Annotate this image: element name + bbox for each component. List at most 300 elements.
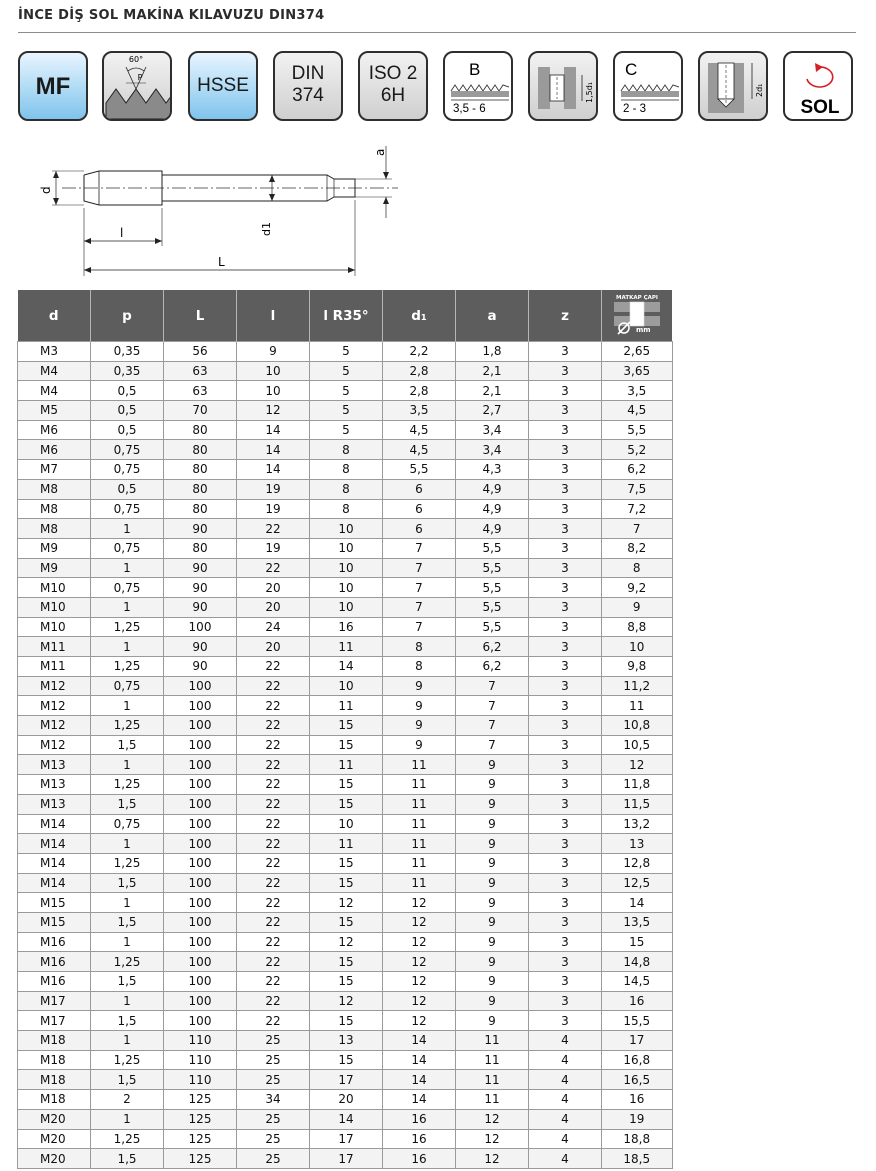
table-row	[18, 420, 673, 440]
spec-table	[17, 290, 673, 1169]
table-cell: 9	[456, 834, 529, 854]
table-cell: 100	[164, 1011, 237, 1031]
table-cell: 15	[310, 853, 383, 873]
table-cell: 5,5	[456, 578, 529, 598]
table-cell: 63	[164, 361, 237, 381]
table-cell: 3	[529, 716, 602, 736]
table-row	[18, 912, 673, 932]
table-cell: 1	[91, 1109, 164, 1129]
table-cell: 3,65	[602, 361, 673, 381]
table-cell: 19	[602, 1109, 673, 1129]
table-cell: 3	[529, 558, 602, 578]
table-cell: 80	[164, 460, 237, 480]
table-cell: 14	[237, 440, 310, 460]
table-cell: 17	[602, 1031, 673, 1051]
table-cell: M13	[18, 755, 91, 775]
table-cell: 13	[310, 1031, 383, 1051]
table-cell: 3	[529, 696, 602, 716]
table-cell: 10	[310, 597, 383, 617]
table-cell: 1,5	[91, 735, 164, 755]
table-cell: 12,5	[602, 873, 673, 893]
table-cell: 4,9	[456, 499, 529, 519]
table-cell: 56	[164, 342, 237, 362]
table-cell: 3	[529, 381, 602, 401]
table-row	[18, 735, 673, 755]
table-cell: 0,35	[91, 361, 164, 381]
col-header-d1: d₁	[383, 290, 456, 342]
table-cell: 100	[164, 696, 237, 716]
table-cell: 3	[529, 755, 602, 775]
table-cell: 2,1	[456, 361, 529, 381]
table-cell: 12	[456, 1129, 529, 1149]
table-cell: 3	[529, 972, 602, 992]
table-cell: 4,9	[456, 479, 529, 499]
table-cell: M18	[18, 1090, 91, 1110]
table-cell: 7	[383, 617, 456, 637]
table-cell: 22	[237, 735, 310, 755]
table-cell: 12	[456, 1149, 529, 1169]
table-cell: M16	[18, 972, 91, 992]
table-cell: M8	[18, 519, 91, 539]
table-cell: 7	[602, 519, 673, 539]
table-cell: M15	[18, 893, 91, 913]
drill-unit-label: mm	[636, 326, 651, 334]
table-cell: 80	[164, 440, 237, 460]
chamfer-c-icon	[615, 53, 683, 121]
table-cell: 9	[456, 991, 529, 1011]
thread-angle-label: 60°	[128, 55, 144, 64]
label-L: L	[218, 255, 225, 269]
table-cell: 19	[237, 499, 310, 519]
table-cell: 16	[383, 1109, 456, 1129]
table-row	[18, 1149, 673, 1169]
table-cell: 9	[383, 696, 456, 716]
table-cell: 11	[310, 696, 383, 716]
table-cell: 8,2	[602, 538, 673, 558]
table-cell: 25	[237, 1149, 310, 1169]
table-cell: M12	[18, 696, 91, 716]
table-cell: 14	[310, 657, 383, 677]
table-cell: 4	[529, 1070, 602, 1090]
table-cell: 3,4	[456, 440, 529, 460]
table-cell: 15	[310, 775, 383, 795]
table-row	[18, 657, 673, 677]
table-header-row	[18, 290, 673, 342]
col-header-l-r35: l R35°	[310, 290, 383, 342]
table-cell: 100	[164, 716, 237, 736]
table-cell: 7	[456, 696, 529, 716]
table-row	[18, 991, 673, 1011]
table-cell: 100	[164, 873, 237, 893]
table-cell: 100	[164, 775, 237, 795]
table-cell: 3	[529, 342, 602, 362]
table-cell: 12	[383, 972, 456, 992]
table-cell: 7	[456, 716, 529, 736]
table-cell: 8	[310, 479, 383, 499]
col-header-drill	[602, 290, 673, 342]
table-cell: 5,5	[456, 538, 529, 558]
table-cell: 100	[164, 794, 237, 814]
table-cell: 11	[383, 873, 456, 893]
table-cell: 3	[529, 578, 602, 598]
table-cell: 2,8	[383, 381, 456, 401]
chamfer-b-icon	[445, 53, 513, 121]
table-row	[18, 637, 673, 657]
table-cell: M14	[18, 814, 91, 834]
table-cell: 17	[310, 1070, 383, 1090]
table-cell: 18,8	[602, 1129, 673, 1149]
form-b-letter: B	[469, 60, 481, 79]
table-cell: 10	[237, 381, 310, 401]
table-cell: 1,5	[91, 794, 164, 814]
table-row	[18, 519, 673, 539]
table-row	[18, 755, 673, 775]
table-cell: 2,8	[383, 361, 456, 381]
through-hole-depth-badge	[528, 51, 598, 121]
table-cell: 11	[456, 1070, 529, 1090]
table-cell: 0,5	[91, 420, 164, 440]
page-title: İNCE DİŞ SOL MAKİNA KILAVUZU DIN374	[18, 8, 325, 23]
table-cell: 25	[237, 1050, 310, 1070]
table-cell: 22	[237, 519, 310, 539]
table-row	[18, 834, 673, 854]
table-cell: 14	[237, 420, 310, 440]
chamfer-form-c-badge	[613, 51, 683, 121]
table-cell: 1	[91, 637, 164, 657]
table-row	[18, 440, 673, 460]
table-cell: 4,5	[602, 401, 673, 421]
table-cell: M7	[18, 460, 91, 480]
table-cell: M14	[18, 834, 91, 854]
table-cell: 3	[529, 1011, 602, 1031]
table-cell: 0,75	[91, 499, 164, 519]
depth-c-label: 2d₁	[755, 83, 764, 97]
din-badge: DIN 374	[273, 51, 343, 121]
table-cell: 100	[164, 814, 237, 834]
table-cell: 3	[529, 952, 602, 972]
table-cell: M16	[18, 952, 91, 972]
table-cell: 1,25	[91, 716, 164, 736]
table-cell: 3	[529, 460, 602, 480]
chamfer-form-b-badge	[443, 51, 513, 121]
table-cell: 4,5	[383, 420, 456, 440]
table-cell: 19	[237, 479, 310, 499]
table-cell: 3	[529, 794, 602, 814]
table-cell: 7	[383, 578, 456, 598]
table-cell: M14	[18, 853, 91, 873]
table-cell: 100	[164, 735, 237, 755]
table-cell: 1,5	[91, 1011, 164, 1031]
sol-label: SOL	[800, 97, 840, 118]
table-cell: 22	[237, 696, 310, 716]
table-row	[18, 1090, 673, 1110]
table-cell: 16,5	[602, 1070, 673, 1090]
table-cell: 12	[383, 893, 456, 913]
table-cell: M15	[18, 912, 91, 932]
table-cell: 1	[91, 597, 164, 617]
table-cell: 110	[164, 1050, 237, 1070]
table-cell: 100	[164, 853, 237, 873]
table-cell: 4	[529, 1031, 602, 1051]
table-cell: 10	[602, 637, 673, 657]
table-cell: 3	[529, 597, 602, 617]
table-body	[18, 342, 673, 1169]
table-cell: 16	[602, 1090, 673, 1110]
table-cell: 6	[383, 519, 456, 539]
table-cell: 5	[310, 381, 383, 401]
table-cell: 1,25	[91, 657, 164, 677]
table-cell: M20	[18, 1129, 91, 1149]
table-cell: 5,5	[383, 460, 456, 480]
table-cell: 14,8	[602, 952, 673, 972]
table-cell: 9	[237, 342, 310, 362]
table-cell: 3	[529, 519, 602, 539]
label-d: d	[39, 186, 53, 194]
table-cell: 20	[310, 1090, 383, 1110]
table-cell: 11	[383, 834, 456, 854]
table-row	[18, 676, 673, 696]
col-header-p: p	[91, 290, 164, 342]
table-cell: 11	[456, 1031, 529, 1051]
table-cell: 3	[529, 834, 602, 854]
table-cell: 10	[310, 558, 383, 578]
table-cell: 3	[529, 814, 602, 834]
table-cell: M18	[18, 1031, 91, 1051]
table-cell: 4	[529, 1090, 602, 1110]
table-cell: 14,5	[602, 972, 673, 992]
table-cell: 6,2	[456, 637, 529, 657]
table-cell: 1	[91, 1031, 164, 1051]
table-cell: 16,8	[602, 1050, 673, 1070]
table-cell: 3,5	[383, 401, 456, 421]
table-cell: 22	[237, 932, 310, 952]
table-cell: 3	[529, 735, 602, 755]
table-cell: 4,9	[456, 519, 529, 539]
depth-b-label: 1,5d₁	[585, 81, 594, 103]
table-cell: 14	[310, 1109, 383, 1129]
col-header-d: d	[18, 290, 91, 342]
table-cell: 100	[164, 834, 237, 854]
table-cell: 20	[237, 578, 310, 598]
table-cell: 10	[310, 538, 383, 558]
table-cell: 9	[456, 814, 529, 834]
table-row	[18, 794, 673, 814]
table-cell: M16	[18, 932, 91, 952]
table-row	[18, 696, 673, 716]
table-cell: 9	[456, 873, 529, 893]
table-cell: 1,8	[456, 342, 529, 362]
table-cell: 100	[164, 755, 237, 775]
table-cell: 22	[237, 558, 310, 578]
table-cell: 5,5	[456, 558, 529, 578]
table-cell: 2,7	[456, 401, 529, 421]
table-cell: 100	[164, 932, 237, 952]
table-cell: 15	[310, 716, 383, 736]
table-cell: 7	[383, 558, 456, 578]
table-cell: 125	[164, 1090, 237, 1110]
table-cell: 1	[91, 519, 164, 539]
table-cell: 3	[529, 932, 602, 952]
table-cell: 9	[456, 794, 529, 814]
table-cell: 90	[164, 657, 237, 677]
table-cell: 11,2	[602, 676, 673, 696]
table-cell: 14	[383, 1070, 456, 1090]
table-cell: 9,8	[602, 657, 673, 677]
table-cell: M8	[18, 479, 91, 499]
table-cell: M11	[18, 637, 91, 657]
table-cell: 1,5	[91, 912, 164, 932]
table-cell: 22	[237, 893, 310, 913]
table-row	[18, 932, 673, 952]
table-cell: 11,5	[602, 794, 673, 814]
table-cell: 22	[237, 716, 310, 736]
col-header-L: L	[164, 290, 237, 342]
table-cell: 10	[237, 361, 310, 381]
blind-hole-depth-badge	[698, 51, 768, 121]
drill-diameter-icon	[602, 290, 672, 337]
table-cell: 12	[456, 1109, 529, 1129]
table-cell: 63	[164, 381, 237, 401]
table-cell: 100	[164, 991, 237, 1011]
table-cell: 12	[383, 952, 456, 972]
table-row	[18, 1031, 673, 1051]
table-row	[18, 952, 673, 972]
table-cell: 3	[529, 420, 602, 440]
table-cell: 1,25	[91, 853, 164, 873]
table-cell: M17	[18, 1011, 91, 1031]
table-cell: 5,5	[602, 420, 673, 440]
table-cell: 8	[310, 460, 383, 480]
table-cell: 90	[164, 519, 237, 539]
table-cell: 12	[310, 932, 383, 952]
table-cell: 6	[383, 479, 456, 499]
table-cell: M20	[18, 1149, 91, 1169]
table-cell: M4	[18, 381, 91, 401]
table-cell: 12,8	[602, 853, 673, 873]
table-cell: 22	[237, 794, 310, 814]
table-cell: 16	[310, 617, 383, 637]
table-cell: 125	[164, 1109, 237, 1129]
table-cell: 5,2	[602, 440, 673, 460]
table-row	[18, 381, 673, 401]
col-header-a: a	[456, 290, 529, 342]
left-rotation-icon	[785, 53, 853, 121]
table-cell: M12	[18, 676, 91, 696]
table-row	[18, 617, 673, 637]
table-cell: 11	[456, 1090, 529, 1110]
table-cell: 14	[383, 1050, 456, 1070]
table-row	[18, 814, 673, 834]
table-cell: 15	[310, 794, 383, 814]
table-cell: 100	[164, 893, 237, 913]
table-row	[18, 1050, 673, 1070]
table-cell: 22	[237, 912, 310, 932]
table-cell: 3	[529, 499, 602, 519]
table-row	[18, 342, 673, 362]
table-cell: 0,75	[91, 440, 164, 460]
table-cell: 22	[237, 775, 310, 795]
table-cell: 14	[602, 893, 673, 913]
table-row	[18, 893, 673, 913]
table-cell: M5	[18, 401, 91, 421]
table-cell: 9,2	[602, 578, 673, 598]
table-cell: 0,5	[91, 479, 164, 499]
table-cell: 125	[164, 1149, 237, 1169]
table-cell: 16	[383, 1129, 456, 1149]
table-cell: 25	[237, 1031, 310, 1051]
table-cell: 16	[383, 1149, 456, 1169]
table-cell: M20	[18, 1109, 91, 1129]
table-cell: 22	[237, 952, 310, 972]
table-row	[18, 1109, 673, 1129]
table-cell: 4	[529, 1129, 602, 1149]
table-cell: 1,25	[91, 1050, 164, 1070]
table-cell: 1,25	[91, 952, 164, 972]
table-cell: M9	[18, 558, 91, 578]
table-cell: M13	[18, 794, 91, 814]
table-cell: 0,5	[91, 381, 164, 401]
table-cell: M8	[18, 499, 91, 519]
table-cell: 8	[310, 499, 383, 519]
table-cell: 1,25	[91, 1129, 164, 1149]
table-cell: 25	[237, 1109, 310, 1129]
table-cell: 90	[164, 558, 237, 578]
table-cell: 1,25	[91, 775, 164, 795]
col-header-l: l	[237, 290, 310, 342]
table-cell: 9	[602, 597, 673, 617]
table-cell: 14	[383, 1031, 456, 1051]
table-cell: 7	[456, 676, 529, 696]
table-cell: 15	[310, 912, 383, 932]
table-cell: 3	[529, 912, 602, 932]
table-row	[18, 1070, 673, 1090]
table-cell: M6	[18, 440, 91, 460]
table-cell: 3	[529, 479, 602, 499]
table-cell: M12	[18, 735, 91, 755]
table-cell: 12	[383, 991, 456, 1011]
table-cell: 22	[237, 972, 310, 992]
table-row	[18, 873, 673, 893]
table-cell: 5	[310, 361, 383, 381]
table-cell: 0,5	[91, 401, 164, 421]
table-cell: 3	[529, 676, 602, 696]
table-cell: 5	[310, 401, 383, 421]
form-b-range: 3,5 - 6	[453, 103, 486, 115]
table-cell: 13,2	[602, 814, 673, 834]
table-cell: 0,35	[91, 342, 164, 362]
table-cell: 1,5	[91, 972, 164, 992]
table-cell: 22	[237, 991, 310, 1011]
form-c-letter: C	[625, 60, 638, 79]
table-cell: 3,5	[602, 381, 673, 401]
table-cell: 22	[237, 873, 310, 893]
table-cell: 0,75	[91, 814, 164, 834]
table-cell: 3	[529, 893, 602, 913]
table-cell: 14	[383, 1090, 456, 1110]
table-cell: 4,5	[383, 440, 456, 460]
table-cell: 0,75	[91, 676, 164, 696]
table-cell: 10	[310, 519, 383, 539]
table-cell: M10	[18, 578, 91, 598]
table-cell: 8	[310, 440, 383, 460]
table-cell: 19	[237, 538, 310, 558]
table-cell: 17	[310, 1149, 383, 1169]
tap-dimension-diagram	[0, 138, 420, 278]
table-cell: 10,5	[602, 735, 673, 755]
table-cell: 12	[383, 1011, 456, 1031]
table-cell: 9	[456, 952, 529, 972]
table-cell: 8,8	[602, 617, 673, 637]
